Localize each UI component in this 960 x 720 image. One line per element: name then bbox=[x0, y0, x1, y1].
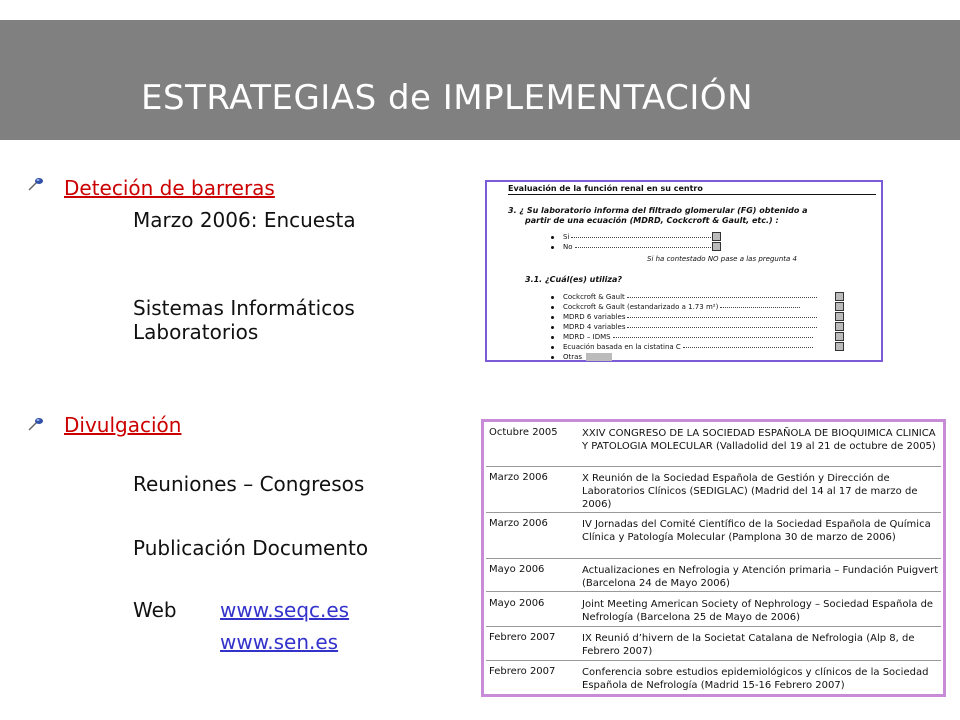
event-date: Octubre 2005 bbox=[489, 427, 558, 438]
deteccion-barreras-link[interactable]: Deteción de barreras bbox=[64, 176, 275, 200]
checkbox-icon bbox=[712, 232, 721, 241]
survey-option-no: No bbox=[551, 243, 721, 251]
checkbox-icon bbox=[835, 322, 844, 331]
survey-option: Cockcroft & Gault bbox=[551, 293, 836, 301]
survey-option: Cockcroft & Gault (estandarizado a 1.73 m²) bbox=[551, 303, 836, 311]
event-date: Mayo 2006 bbox=[489, 564, 545, 575]
title-bar bbox=[0, 20, 960, 140]
row-divider bbox=[486, 660, 941, 661]
event-description: Actualizaciones en Nefrologia y Atención primaria – Fundación Puigvert (Barcelona 24 de Mayo 2006) bbox=[582, 565, 939, 589]
events-table-image bbox=[481, 419, 946, 697]
survey-option: MDRD – IDMS bbox=[551, 333, 836, 341]
event-description: Conferencia sobre estudios epidemiológicos y clínicos de la Sociedad Española de Nefrología (Madrid 15-16 Febrero 2007) bbox=[582, 667, 929, 691]
event-date: Marzo 2006 bbox=[489, 472, 548, 483]
row-divider bbox=[486, 466, 941, 467]
survey-option: Otras bbox=[551, 353, 836, 361]
survey-option-yes: Si bbox=[551, 233, 721, 241]
seqc-web-link[interactable]: www.seqc.es bbox=[220, 598, 350, 622]
sistemas-informaticos-text: Sistemas Informáticos bbox=[133, 296, 355, 320]
survey-form-image bbox=[485, 180, 883, 362]
pin-bullet-icon bbox=[28, 417, 44, 431]
survey-note: Si ha contestado NO pase a las pregunta 4 bbox=[647, 255, 797, 263]
row-divider bbox=[486, 512, 941, 513]
reuniones-congresos-text: Reuniones – Congresos bbox=[133, 472, 365, 496]
slide-title: ESTRATEGIAS de IMPLEMENTACIÓN bbox=[141, 78, 754, 118]
checkbox-icon bbox=[835, 312, 844, 321]
pin-bullet-icon bbox=[28, 177, 44, 191]
checkbox-icon bbox=[835, 332, 844, 341]
event-description: IV Jornadas del Comité Científico de la Sociedad Española de Química Clínica y Patología Molecular (Pamplona 30 de marzo de 2006) bbox=[582, 519, 931, 543]
checkbox-icon bbox=[712, 242, 721, 251]
sen-web-link[interactable]: www.sen.es bbox=[220, 630, 339, 654]
checkbox-icon bbox=[835, 302, 844, 311]
event-date: Mayo 2006 bbox=[489, 598, 545, 609]
event-date: Marzo 2006 bbox=[489, 518, 548, 529]
survey-option: MDRD 4 variables bbox=[551, 323, 836, 331]
survey-question-3-1: 3.1. ¿Cuál(es) utiliza? bbox=[525, 275, 623, 284]
survey-question-3: 3. ¿ Su laboratorio informa del filtrado glomerular (FG) obtenido a bbox=[508, 206, 808, 215]
survey-option: MDRD 6 variables bbox=[551, 313, 836, 321]
divulgacion-link[interactable]: Divulgación bbox=[64, 413, 182, 437]
marzo-encuesta-text: Marzo 2006: Encuesta bbox=[133, 208, 356, 232]
survey-option: Ecuación basada en la cistatina C bbox=[551, 343, 836, 351]
publicacion-documento-text: Publicación Documento bbox=[133, 536, 369, 560]
checkbox-icon bbox=[835, 342, 844, 351]
event-description: XXIV CONGRESO DE LA SOCIEDAD ESPAÑOLA DE BIOQUIMICA CLINICA Y PATOLOGIA MOLECULAR (Valladolid del 19 al 21 de octubre de 2005) bbox=[582, 428, 936, 452]
laboratorios-text: Laboratorios bbox=[133, 320, 259, 344]
row-divider bbox=[486, 626, 941, 627]
event-description: Joint Meeting American Society of Nephrology – Sociedad Española de Nefrología (Barcelona 25 de Mayo de 2006) bbox=[582, 599, 934, 623]
checkbox-icon bbox=[835, 292, 844, 301]
event-date: Febrero 2007 bbox=[489, 632, 556, 643]
event-date: Febrero 2007 bbox=[489, 666, 556, 677]
event-description: X Reunión de la Sociedad Española de Gestión y Dirección de Laboratorios Clínicos (SEDIGLAC) (Madrid del 14 al 17 de marzo de 2006) bbox=[582, 473, 918, 510]
survey-title: Evaluación de la función renal en su centro bbox=[508, 184, 876, 195]
survey-question-3-cont: partir de una ecuación (MDRD, Cockcroft & Gault, etc.) : bbox=[525, 216, 779, 225]
row-divider bbox=[486, 591, 941, 592]
event-description: IX Reunió d’hivern de la Societat Catalana de Nefrologia (Alp 8, de Febrero 2007) bbox=[582, 633, 915, 657]
row-divider bbox=[486, 558, 941, 559]
web-label: Web bbox=[133, 598, 177, 622]
